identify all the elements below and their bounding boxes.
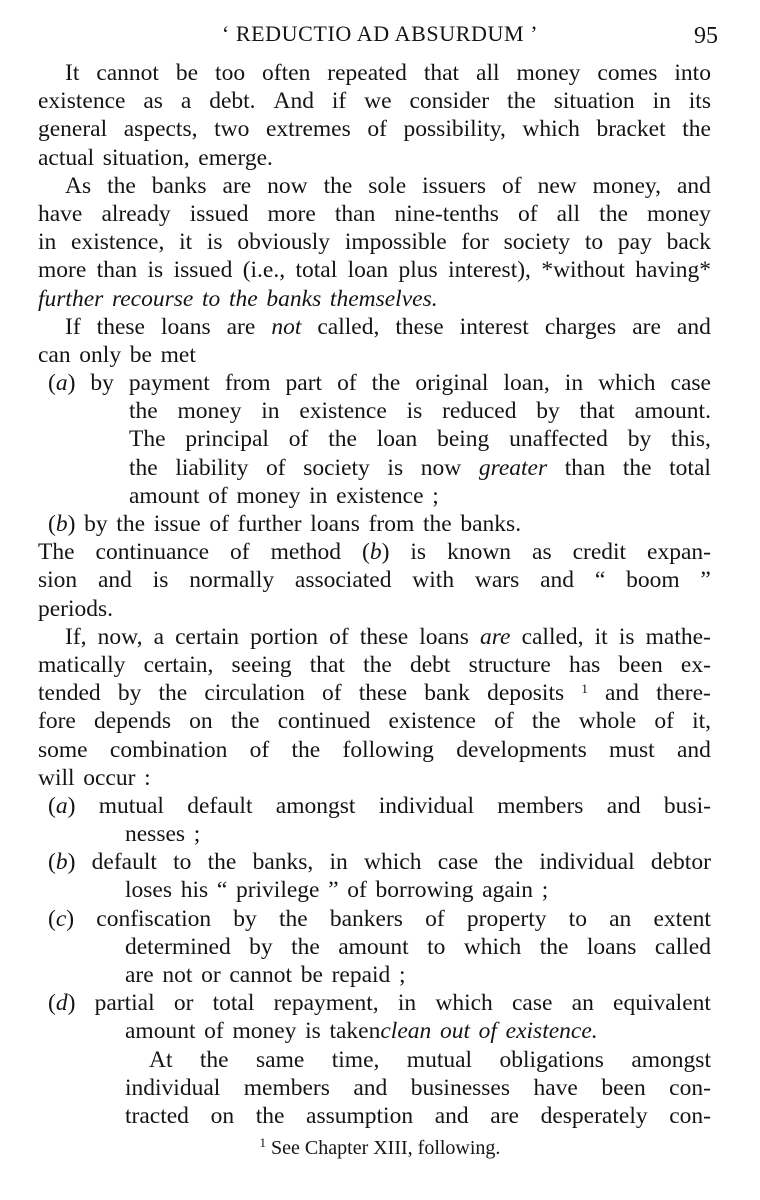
text-line: It cannot be too often repeated that all money comes into	[65, 60, 711, 86]
running-title: ‘ REDUCTIO AD ABSURDUM ’	[221, 21, 539, 46]
text-line: nesses ;	[125, 821, 201, 848]
page-number: 95	[694, 23, 718, 49]
text-line: in existence, it is obviously impossible for society to pay back	[38, 229, 711, 256]
text-line: The continuance of method (b) is known as credit expan-	[38, 539, 711, 566]
text-line: (a) by payment from part of the original loan, in which case	[48, 370, 711, 397]
text-line: matically certain, seeing that the debt structure has been ex-	[38, 651, 711, 678]
text-line: more than is issued (i.e., total loan plus interest), *without having*	[38, 257, 711, 284]
text-line: The principal of the loan being unaffected by this,	[129, 426, 711, 453]
text-line: (d) partial or total repayment, in which case an equivalent	[48, 990, 711, 1017]
text-line: further recourse to the banks themselves.	[38, 285, 438, 312]
text-line: As the banks are now the sole issuers of new money, and	[65, 172, 711, 199]
text-line: ( b ) by the issue of further loans from the banks.	[48, 511, 522, 537]
text-line: amount of money in existence ;	[129, 482, 439, 509]
body-text	[38, 59, 711, 1130]
text-line: the liability of society is now greater than the total	[129, 454, 711, 481]
text-line: general aspects, two extremes of possibility, which bracket the	[38, 116, 711, 143]
text-line: periods.	[38, 595, 114, 622]
text-line: individual members and businesses have been con-	[125, 1074, 711, 1101]
footnote: $^1$ See Chapter XIII, following.	[259, 1135, 501, 1159]
text-line: some combination of the following developments must and	[38, 736, 711, 763]
text-line: determined by the amount to which the loans called	[125, 933, 711, 960]
text-line: have already issued more than nine-tenths of all the money	[38, 200, 711, 227]
text-line: fore depends on the continued existence of the whole of it,	[38, 708, 711, 735]
text-line: will occur :	[38, 764, 151, 791]
text-line: can only be met	[38, 341, 196, 368]
text-line: are not or cannot be repaid ;	[125, 962, 406, 988]
text-line: (b) default to the banks, in which case the individual debtor	[48, 849, 711, 876]
text-line: (c) confiscation by the bankers of property to an extent	[48, 905, 711, 932]
text-line: If, now, a certain portion of these loans are called, it is mathe-	[65, 623, 711, 650]
text-line: If these loans are not called, these interest charges are and	[65, 313, 711, 340]
text-line: (a) mutual default amongst individual members and busi-	[48, 792, 711, 819]
text-line: tracted on the assumption and are desperately con-	[125, 1102, 711, 1129]
text-line: At the same time, mutual obligations amongst	[149, 1046, 711, 1073]
text-line: tended by the circulation of these bank deposits $^1$ and there-	[38, 680, 711, 707]
text-line: loses his “ privilege ” of borrowing again ;	[125, 877, 549, 904]
text-line: the money in existence is reduced by that amount.	[129, 398, 711, 425]
text-line: actual situation, emerge.	[38, 144, 273, 171]
text-line: amount of money is taken clean out of existence.	[125, 1018, 598, 1045]
text-line: sion and is normally associated with wars and “ boom ”	[38, 567, 711, 594]
text-line: existence as a debt. And if we consider the situation in its	[38, 88, 711, 115]
page-header	[0, 18, 760, 48]
